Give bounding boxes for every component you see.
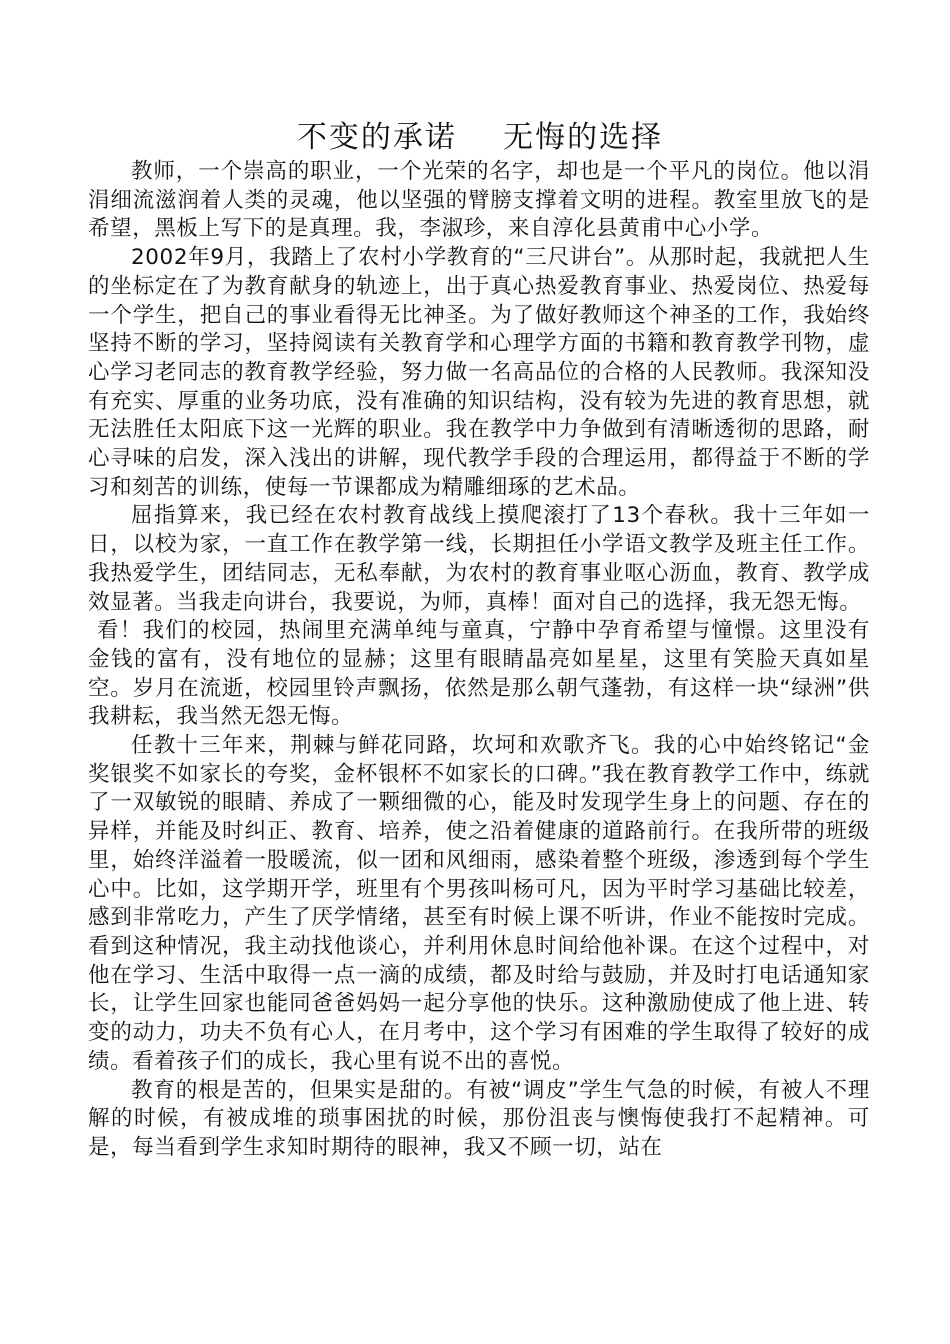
paragraph-2002: 2002年9月，我踏上了农村小学教育的“三尺讲台”。从那时起，我就把人生的坐标定在了为教育献身的轨迹上，出于真心热爱教育事业、热爱岗位、热爱每一个学生，把自己的事业看得无比神圣。为了做好教师这个神圣的工作，我始终坚持不断的学习，坚持阅读有关教育学和心理学方面的书籍和教育教学刊物，虚心学习老同志的教育教学经验，努力做一名高品位的合格的人民教师。我深知没有充实、厚重的业务功底，没有准确的知识结构，没有较为先进的教育思想，就无法胜任太阳底下这一光辉的职业。我在教学中力争做到有清晰透彻的思路，耐心寻味的启发，深入浅出的讲解，现代教学手段的合理运用，都得益于不断的学习和刻苦的训练，使每一节课都成为精雕细琢的艺术品。 — [88, 245, 870, 500]
paragraph-roots-bitter: 教育的根是苦的，但果实是甜的。有被“调皮”学生气急的时候，有被人不理解的时候，有被成堆的琐事困扰的时候，那份沮丧与懊悔使我打不起精神。可是，每当看到学生求知时期待的眼神，我又不顾一切，站在 — [88, 1077, 870, 1160]
paragraph-thirteen-years: 屈指算来，我已经在农村教育战线上摸爬滚打了13个春秋。我十三年如一日，以校为家，一直工作在教学第一线，长期担任小学语文教学及班主任工作。我热爱学生，团结同志，无私奉献，为农村的教育事业呕心沥血，教育、教学成效显著。当我走向讲台，我要说，为师，真棒！面对自己的选择，我无怨无悔。 — [88, 503, 870, 615]
paragraph-teaching-story: 任教十三年来，荆棘与鲜花同路，坎坷和欢歌齐飞。我的心中始终铭记“金奖银奖不如家长的夸奖，金杯银杯不如家长的口碑。”我在教育教学工作中，练就了一双敏锐的眼睛、养成了一颗细微的心，能及时发现学生身上的问题、存在的异样，并能及时纠正、教育、培养，使之沿着健康的道路前行。在我所带的班级里，始终洋溢着一股暖流，似一团和风细雨，感染着整个班级，渗透到每个学生心中。比如，这学期开学，班里有个男孩叫杨可凡，因为平时学习基础比较差，感到非常吃力，产生了厌学情绪，甚至有时候上课不听讲，作业不能按时完成。看到这种情况，我主动找他谈心，并利用休息时间给他补课。在这个过程中，对他在学习、生活中取得一点一滴的成绩，都及时给与鼓励，并及时打电话通知家长，让学生回家也能同爸爸妈妈一起分享他的快乐。这种激励使成了他上进、转变的动力，功夫不负有心人，在月考中，这个学习有困难的学生取得了较好的成绩。看着孩子们的成长，我心里有说不出的喜悦。 — [88, 733, 870, 1074]
paragraph-campus: 看！我们的校园，热闹里充满单纯与童真，宁静中孕育希望与憧憬。这里没有金钱的富有，没有地位的显赫；这里有眼睛晶亮如星星，这里有笑脸天真如星空。岁月在流逝，校园里铃声飘扬，依然是那么朝气蓬勃，有这样一块“绿洲”供我耕耘，我当然无怨无悔。 — [88, 618, 870, 730]
paragraph-intro: 教师，一个崇高的职业，一个光荣的名字，却也是一个平凡的岗位。他以涓涓细流滋润着人类的灵魂，他以坚强的臂膀支撑着文明的进程。教室里放飞的是希望，黑板上写下的是真理。我，李淑珍，来自淳化县黄甫中心小学。 — [88, 159, 870, 242]
document-title: 不变的承诺 无悔的选择 — [296, 120, 664, 155]
document-body — [88, 118, 870, 1163]
